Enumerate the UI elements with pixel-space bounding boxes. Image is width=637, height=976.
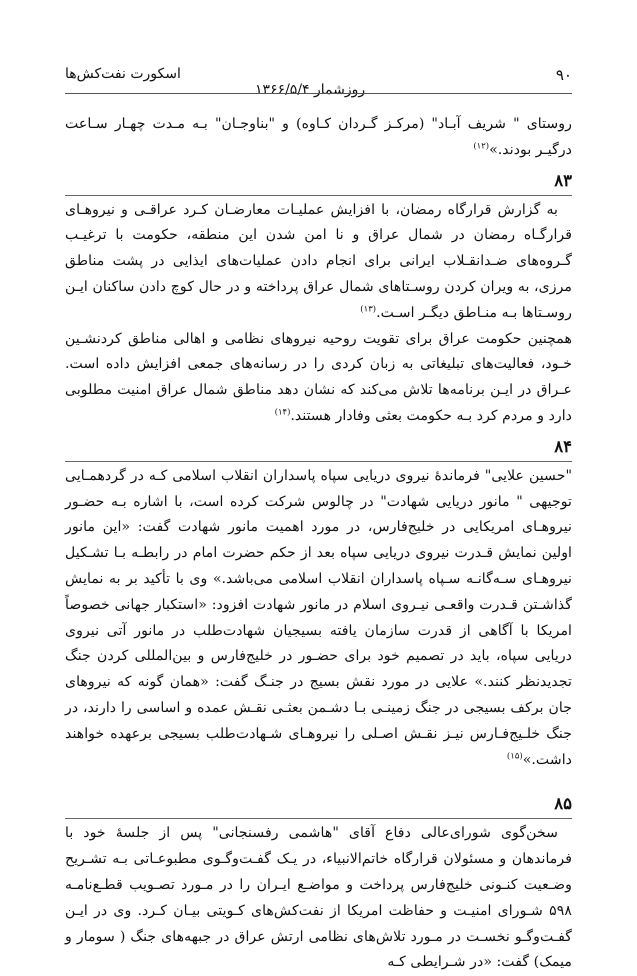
- page-header: [65, 62, 572, 98]
- header-rule: [65, 93, 572, 94]
- page-body: [65, 112, 572, 976]
- paragraph-text: به گزارش قرارگاه رمضان، با افزایش عملیـات معارضـان کـرد عراقـی و نیروهـای قرارگـاه رمضان در شمال عراق و نا امن شدن این منطقه، حکومت با ترغیـب گـروه‌های ضـدانقـلاب ایرانی برای انجام دادن عملیات‌های ایذایی در پشت مناطق مرزی، به ویران کردن روسـتاهای شمال عراق پرداخته و در حال کوچ دادن ساکنان ایـن روسـتاها بـه منـاطق دیگـر اسـت.: [65, 201, 572, 321]
- paragraph-text: همچنین حکومت عراق برای تقویت روحیه نیروهای نظامی و اهالی مناطق کردنشـین خـود، فعالیت‌های تبلیغاتی به زبان کردی را در رسانه‌های جمعی افزایش داده است. عـراق در ایـن برنامه‌ها تلاش می‌کند که نشان دهد مناطق شمال عراق امنیت مطلوبی دارد و مردم کرد بـه حکومت بعثی وفادار هستند.: [65, 330, 572, 424]
- paragraph-text: روستای " شریف آبـاد" (مرکـز گـردان کـاوه) و "بناوجـان" بـه مـدت چهـار سـاعت درگیـر بودند.»: [65, 116, 572, 158]
- paragraph: [65, 464, 572, 774]
- section-number: ۸۵: [554, 794, 572, 814]
- footnote-ref: (۱۲): [473, 141, 490, 152]
- section-number: ۸۳: [554, 170, 572, 190]
- paragraph-text: سخن‌گوی شورای‌عالی دفاع آقای "هاشمی رفسنجانی" پس از جلسهٔ خود با فرماندهان و مسئولان قرارگاه خاتم‌الانبیاء، در یـک گفـت‌وگـوی مطبوعـاتی بـه تشـریح وضـعیت کنـونی خلیج‌فارس پرداخت و مواضـع ایـران را در مـورد تصـویب قطـع‌نامـه ۵۹۸ شـورای امنیـت و حفاظت امریکا از نفت‌کش‌های کـویتی بیـان کـرد. وی در ایـن گفـت‌وگـو نخسـت در مـورد تلاش‌های نظامی ارتش عراق در جبهه‌های جنگ ( سومار و میمک) گفت: «در شـرایطی کـه: [65, 825, 572, 971]
- paragraph-text: "حسین علایی" فرماندهٔ نیروی دریایی سپاه پاسداران انقلاب اسلامی کـه در گردهمـایی توجیهی " مانور دریایی شهادت" در چالوس شرکت کرده است، با اشاره بـه حضـور نیروهـای امریکایی در خلیج‌فارس، در مورد اهمیت مانور شهادت گفت: «این مانور اولین نمایش قـدرت نیروی دریایی سپاه بعد از حکم حضرت امام در رابطـه بـا تشـکیل نیروهـای سـه‌گانـه سـپاه پاسداران انقلاب اسلامی می‌باشد.» وی با تأکید بر به نمایش گذاشـتن قـدرت واقعـی نیـروی اسلام در مانور شهادت افزود: «استکبار جهانی خصوصاً امریکا با آگاهی از قدرت سازمان یافته بسیجیان شهادت‌طلب در مانور آتی نیروی دریایی سپاه، باید در تصمیم خود برای حضـور در خلیج‌فارس و بین‌المللی کردن جنگ تجدیدنظر کنند.» علایی در مورد نقش بسیج در جنـگ گفت: «همان گونه که نیروهای جان برکف بسیجی در جنگ زمینـی بـا دشـمن بعثـی نقـش عمده و اساسی را دارند، در جنگ خلـیج‌فـارس نیـز نقـش اصـلی را نیروهـای شـهادت‌طلب بسیجی برعهده خواهند داشت.»: [65, 467, 572, 768]
- footnote-ref: (۱۵): [506, 750, 523, 761]
- paragraph: [65, 327, 572, 430]
- section-rule: [65, 461, 572, 462]
- book-title: اسکورت نفت‌کش‌ها: [65, 66, 181, 82]
- page-number: ۹۰: [555, 66, 572, 84]
- section-rule: [65, 195, 572, 196]
- paragraph: [65, 821, 572, 976]
- date-line: روزشمار ۱۳۶۶/۵/۴: [255, 82, 366, 98]
- footnote-ref: (۱۳): [360, 304, 377, 315]
- section-rule: [65, 818, 572, 819]
- section-gap: [65, 773, 572, 787]
- section-number: ۸۴: [554, 436, 572, 456]
- paragraph: [65, 198, 572, 327]
- paragraph: [65, 112, 572, 164]
- footnote-ref: (۱۴): [274, 407, 291, 418]
